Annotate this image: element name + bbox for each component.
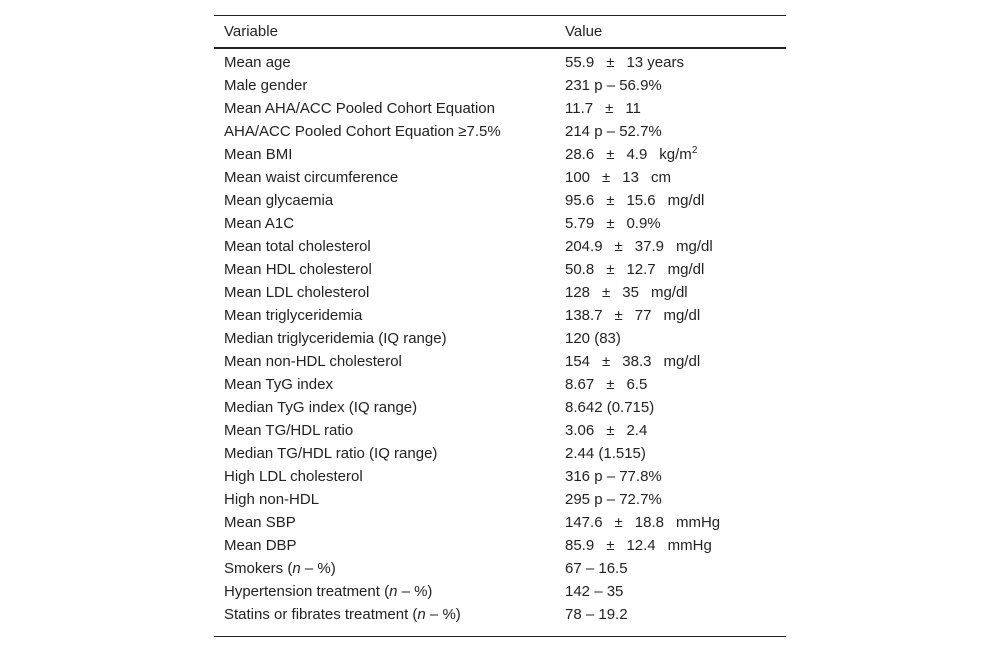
variable-label: Mean TG/HDL ratio [224,422,354,439]
value-token: mg/dl [667,261,705,278]
value-token: 38.3 [622,353,652,370]
value-cell [555,281,786,304]
table-row [214,488,786,511]
value-token: 316 p – 77.8% [565,468,662,485]
variable-label-suffix: – %) [300,560,336,577]
value-cell [555,97,786,120]
value-token: 2.44 (1.515) [565,445,646,462]
value-token: 204.9 [565,238,603,255]
plus-minus-sign: ± [606,192,615,209]
plus-minus-sign: ± [602,353,611,370]
table-row [214,557,786,580]
plus-minus-sign: ± [614,307,623,324]
value-token: 6.5 [626,376,648,393]
table-header [214,16,786,49]
table-body [214,48,786,637]
value-cell [555,74,786,97]
variable-cell [214,350,555,373]
variable-cell [214,534,555,557]
variable-cell [214,488,555,511]
value-cell [555,534,786,557]
table-row [214,48,786,74]
value-token: 231 p – 56.9% [565,77,662,94]
value-token: 3.06 [565,422,595,439]
variable-label: AHA/ACC Pooled Cohort Equation ≥7.5% [224,123,501,140]
plus-minus-sign: ± [606,422,615,439]
value-token: 78 – 19.2 [565,606,628,623]
value-cell [555,488,786,511]
value-token: 12.7 [626,261,656,278]
value-cell [555,442,786,465]
value-token: 37.9 [634,238,664,255]
variable-label: Mean DBP [224,537,297,554]
variable-cell [214,281,555,304]
header-value: Value [565,23,603,40]
value-cell [555,212,786,235]
table-row [214,442,786,465]
value-cell [555,511,786,534]
variable-label: High non-HDL [224,491,320,508]
value-cell [555,120,786,143]
table-row [214,304,786,327]
variable-label: Male gender [224,77,308,94]
variable-cell [214,580,555,603]
header-row [214,16,786,49]
value-token: 5.79 [565,215,595,232]
plus-minus-sign: ± [606,376,615,393]
table-row [214,212,786,235]
value-token: 35 [622,284,639,301]
variable-cell [214,189,555,212]
plus-minus-sign: ± [606,146,615,163]
value-token: 77 [634,307,652,324]
value-token: 154 [565,353,591,370]
value-cell [555,603,786,637]
value-superscript: 2 [691,145,698,156]
value-token: 8.67 [565,376,595,393]
value-token: 100 [565,169,591,186]
value-token: 95.6 [565,192,595,209]
variable-cell [214,97,555,120]
plus-minus-sign: ± [602,169,611,186]
table-row [214,166,786,189]
variable-cell [214,557,555,580]
variable-label: Mean A1C [224,215,295,232]
variable-label: Mean glycaemia [224,192,334,209]
plus-minus-sign: ± [602,284,611,301]
value-cell [555,327,786,350]
value-cell [555,419,786,442]
value-token: 142 – 35 [565,583,624,600]
table-row [214,419,786,442]
variable-cell [214,120,555,143]
variable-label-italic: n [417,606,426,623]
value-token: 55.9 [565,54,595,71]
baseline-characteristics-table [214,15,786,637]
variable-label-italic: n [292,560,301,577]
plus-minus-sign: ± [614,514,623,531]
value-cell [555,189,786,212]
table-row [214,603,786,637]
variable-cell [214,235,555,258]
value-token: 11 [625,100,641,117]
value-token: 4.9 [626,146,648,163]
value-token: 214 p – 52.7% [565,123,662,140]
table-row [214,511,786,534]
variable-label: Median TyG index (IQ range) [224,399,418,416]
variable-cell [214,258,555,281]
variable-label: Mean total cholesterol [224,238,371,255]
variable-cell [214,465,555,488]
value-cell [555,373,786,396]
plus-minus-sign: ± [606,215,615,232]
variable-label-suffix: – %) [425,606,461,623]
variable-cell [214,48,555,74]
table-row [214,534,786,557]
table-row [214,258,786,281]
variable-cell [214,74,555,97]
variable-label: Mean SBP [224,514,296,531]
table-row [214,281,786,304]
variable-cell [214,143,555,166]
variable-label-italic: n [389,583,398,600]
baseline-characteristics-table-container [214,15,786,637]
value-token: mg/dl [650,284,688,301]
value-cell [555,557,786,580]
table-row [214,465,786,488]
table-row [214,143,786,166]
table-row [214,327,786,350]
value-cell [555,304,786,327]
value-cell [555,258,786,281]
variable-cell [214,396,555,419]
table-row [214,580,786,603]
value-token: mg/dl [667,192,705,209]
value-token: mmHg [675,514,721,531]
table-row [214,120,786,143]
table-row [214,350,786,373]
value-token: 138.7 [565,307,603,324]
value-cell [555,166,786,189]
variable-cell [214,304,555,327]
variable-cell [214,419,555,442]
variable-cell [214,373,555,396]
value-cell [555,580,786,603]
table-row [214,235,786,258]
variable-label: Mean TyG index [224,376,333,393]
value-token: cm [650,169,671,186]
value-token: 18.8 [634,514,664,531]
value-token: 8.642 (0.715) [565,399,655,416]
plus-minus-sign: ± [605,100,614,117]
value-token: 85.9 [565,537,595,554]
header-variable: Variable [224,23,278,40]
value-token: 28.6 [565,146,595,163]
value-cell [555,143,786,166]
plus-minus-sign: ± [606,537,615,554]
value-token: 120 (83) [565,330,621,347]
value-token: 67 – 16.5 [565,560,628,577]
plus-minus-sign: ± [606,54,615,71]
variable-label: Mean non-HDL cholesterol [224,353,402,370]
variable-cell [214,212,555,235]
variable-label: Mean LDL cholesterol [224,284,370,301]
value-token: 13 years [626,54,684,71]
variable-label: Mean waist circumference [224,169,399,186]
value-cell [555,465,786,488]
variable-cell [214,327,555,350]
variable-label: Mean AHA/ACC Pooled Cohort Equation [224,100,495,117]
variable-cell [214,511,555,534]
value-token: mg/dl [675,238,713,255]
variable-label: Mean age [224,54,291,71]
variable-label: Statins or fibrates treatment ( [224,606,418,623]
value-cell [555,350,786,373]
value-token: mg/dl [663,353,701,370]
value-token: mg/dl [663,307,701,324]
table-row [214,97,786,120]
variable-label: Mean BMI [224,146,293,163]
table-row [214,373,786,396]
variable-label: Hypertension treatment ( [224,583,390,600]
variable-label: Median TG/HDL ratio (IQ range) [224,445,438,462]
variable-label-suffix: – %) [397,583,433,600]
table-row [214,396,786,419]
value-token: kg/m [659,146,692,163]
variable-label: Median triglyceridemia (IQ range) [224,330,447,347]
table-row [214,74,786,97]
value-token: 13 [622,169,639,186]
plus-minus-sign: ± [614,238,623,255]
variable-cell [214,442,555,465]
value-cell [555,396,786,419]
variable-label: Smokers ( [224,560,293,577]
value-token: 11.7 [565,100,594,117]
variable-label: Mean triglyceridemia [224,307,363,324]
value-token: 15.6 [626,192,656,209]
value-token: 128 [565,284,591,301]
value-token: mmHg [667,537,712,554]
value-cell [555,235,786,258]
value-token: 147.6 [565,514,603,531]
value-token: 12.4 [626,537,656,554]
value-token: 295 p – 72.7% [565,491,662,508]
value-token: 0.9% [626,215,661,232]
variable-cell [214,603,555,637]
value-token: 2.4 [626,422,648,439]
table-row [214,189,786,212]
value-token: 50.8 [565,261,595,278]
variable-label: Mean HDL cholesterol [224,261,372,278]
plus-minus-sign: ± [606,261,615,278]
value-cell [555,48,786,74]
variable-cell [214,166,555,189]
variable-label: High LDL cholesterol [224,468,363,485]
